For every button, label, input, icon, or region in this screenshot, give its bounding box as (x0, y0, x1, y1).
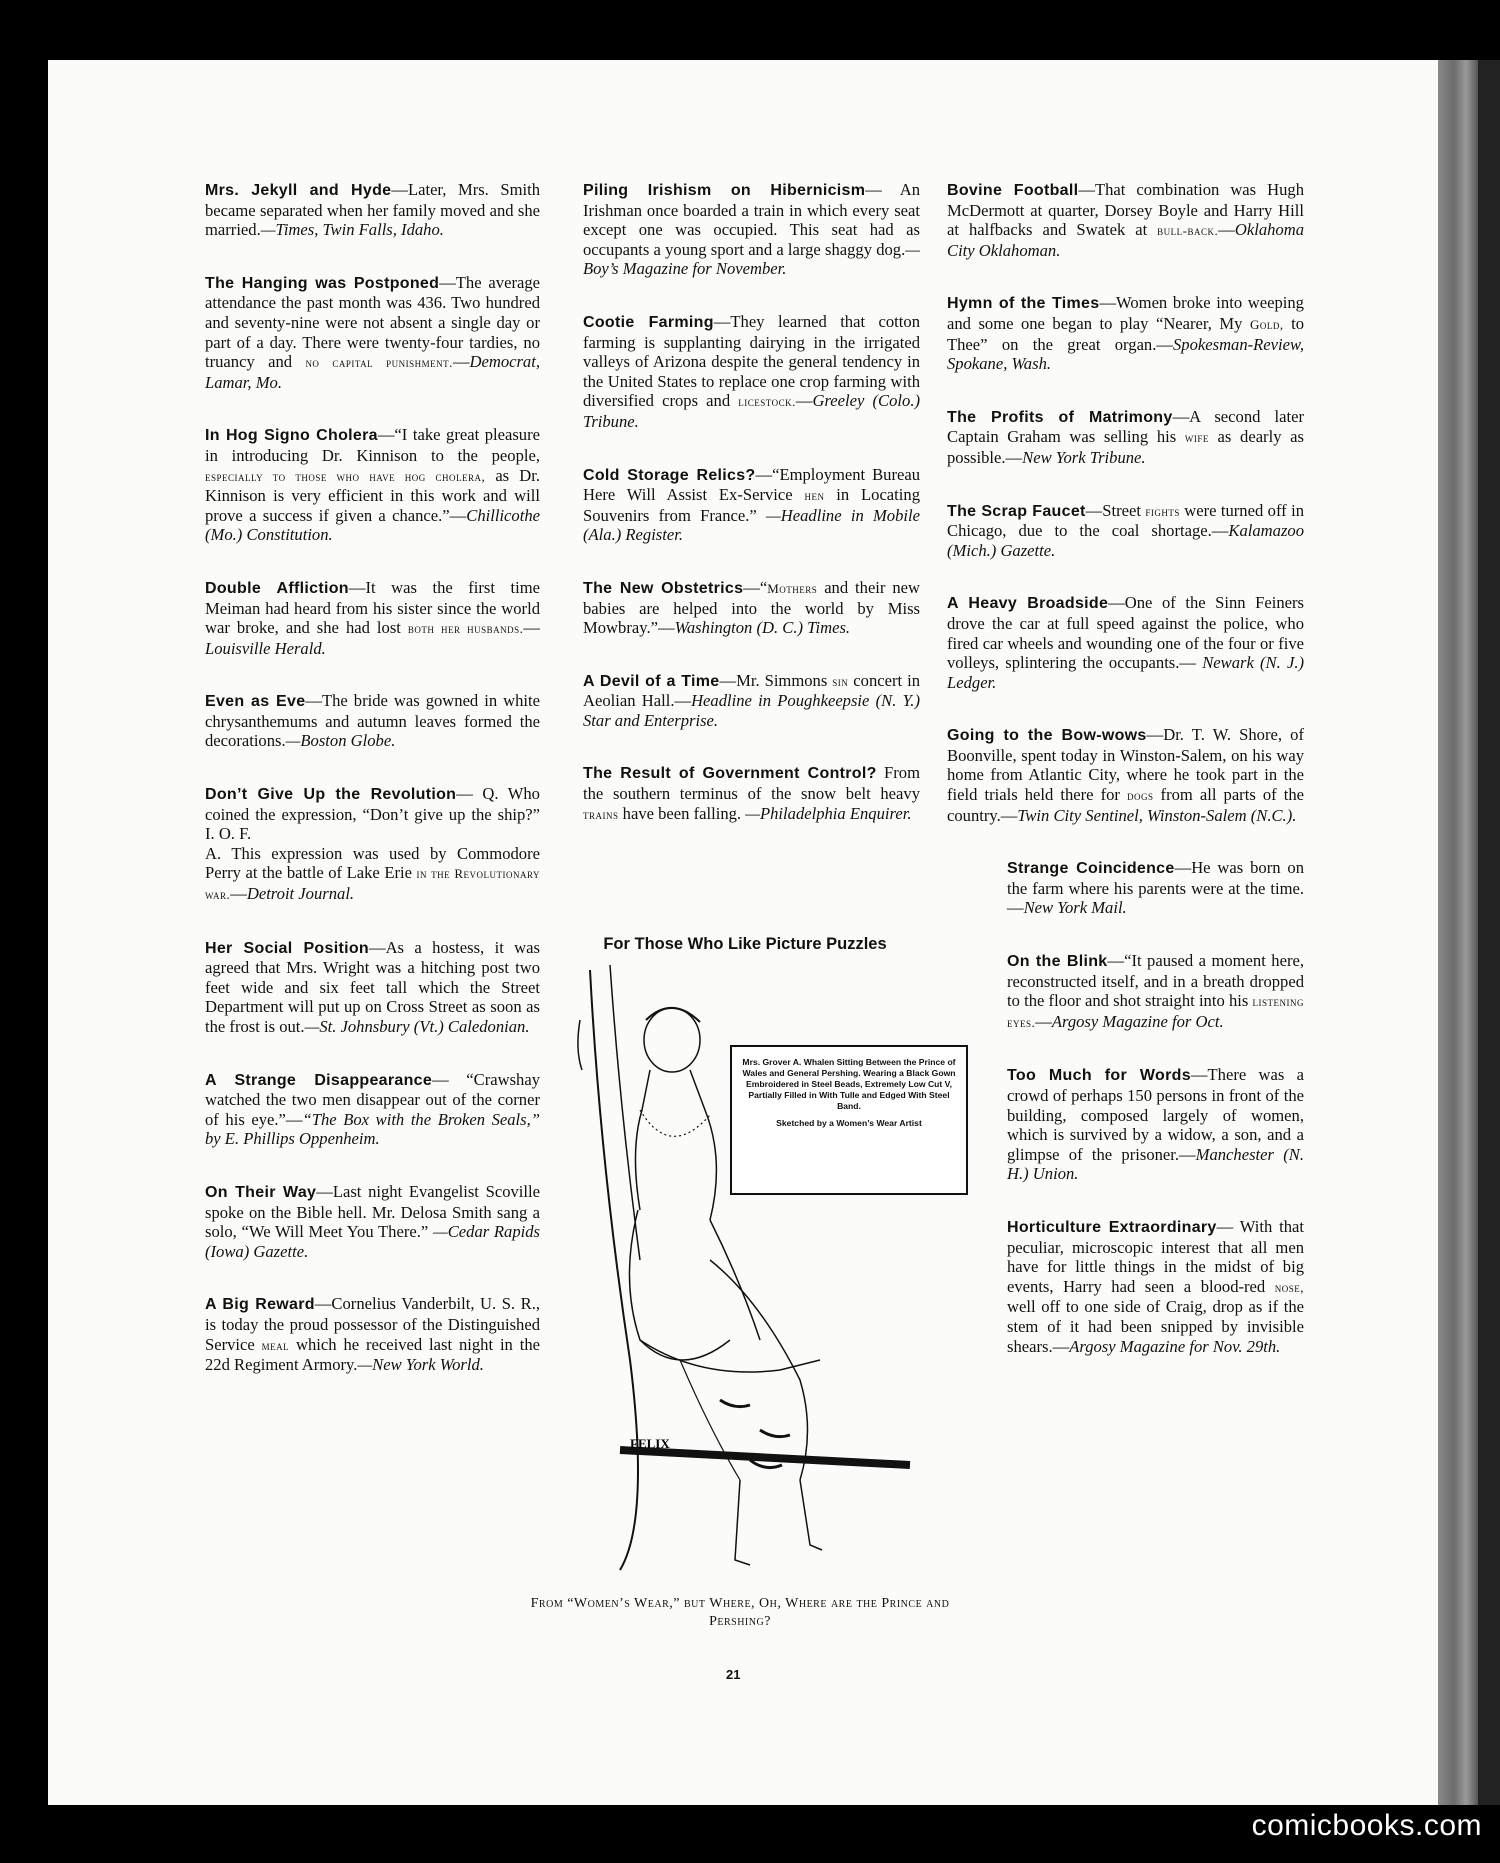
item-smallcaps: trains (583, 806, 619, 822)
article-item (205, 938, 540, 1037)
item-source: Oklahoma City Oklahoman. (947, 220, 1304, 260)
item-source: New York Mail. (1023, 898, 1127, 918)
item-heading: Her Social Position (205, 939, 369, 957)
page-number: 21 (726, 1667, 741, 1682)
item-heading: A Strange Disappearance (205, 1071, 433, 1089)
item-text: —He was born on the farm where his parents were at the time.— (1007, 858, 1304, 918)
item-heading: Don’t Give Up the Revolution (205, 786, 457, 804)
item-text: —Last night Evangelist Scoville spoke on the Bible hell. Mr. Delosa Smith sang a solo, “We Will Meet You There.” (205, 1181, 540, 1242)
item-text-post: — (230, 884, 247, 904)
item-source: —Headline in Mobile (Ala.) Register. (583, 505, 920, 545)
item-smallcaps: Mothers (767, 580, 818, 596)
item-source: New York Tribune. (1022, 447, 1146, 467)
item-heading: On Their Way (205, 1183, 317, 1201)
item-source: Spokesman-Review, Spokane, Wash. (947, 334, 1304, 374)
item-source: Argosy Magazine for Oct. (1051, 1011, 1224, 1031)
item-text: From the southern terminus of the snow belt heavy (583, 763, 920, 804)
item-source: Argosy Magazine for Nov. 29th. (1069, 1336, 1281, 1356)
item-text: —The bride was gowned in white chrysanthemums and autumn leaves formed the decorations. (205, 691, 540, 751)
article-item (947, 593, 1304, 692)
item-text-post: — (1035, 1011, 1052, 1031)
item-text-post: well off to one side of Craig, drop as if the stem of it had been snipped by invisible shears.— (1007, 1297, 1304, 1356)
item-source: —New York World. (357, 1355, 484, 1375)
item-smallcaps: licestock. (738, 394, 796, 410)
article-item (947, 180, 1304, 260)
article-item (205, 578, 540, 658)
item-source: Newark (N. J.) Ledger. (947, 653, 1304, 692)
article-item (583, 578, 920, 638)
item-text: —That combination was Hugh McDermott at quarter, Dorsey Boyle and Harry Hill at halfbacks and Swatek at (947, 180, 1304, 240)
item-text-post: concert in Aeolian Hall.— (583, 670, 921, 711)
item-smallcaps: meal (261, 1337, 290, 1353)
item-heading: Horticulture Extraordinary (1007, 1218, 1217, 1236)
item-heading: Mrs. Jekyll and Hyde (205, 182, 392, 199)
book-page-edges (1438, 60, 1478, 1805)
item-source: Greeley (Colo.) Tribune. (583, 391, 920, 431)
item-text-post: from all parts of the country.— (947, 785, 1304, 825)
item-heading: The Scrap Faucet (947, 502, 1086, 520)
item-smallcaps: wife (1184, 430, 1209, 446)
item-heading: On the Blink (1007, 953, 1108, 971)
item-text: —They learned that cotton farming is supplanting dairying in the irrigated valleys of Arizona despite the general tendency in the United States to replace one crop farming with diversified crops and (583, 311, 920, 411)
item-heading: Going to the Bow-wows (947, 727, 1147, 745)
box-text: Mrs. Grover A. Whalen Sitting Between the Prince of Wales and General Pershing. Wearing a Black Gown Embroidered in Steel Beads, Extremely Low Cut V, Partially Filled in With Tulle and Edged With Steel Band. (742, 1057, 956, 1111)
item-text-post: — (1218, 220, 1235, 240)
column-2 (583, 180, 920, 857)
column-1 (205, 180, 540, 1408)
item-heading: Cootie Farming (583, 313, 714, 331)
item-text-post: — (523, 618, 540, 638)
article-item (947, 1217, 1304, 1356)
item-source: Louisville Herald. (205, 638, 326, 658)
item-text: —Dr. T. W. Shore, of Boonville, spent today in Winston-Salem, on his way home from Atlantic City, where he took part in the field trials held there for (947, 725, 1304, 805)
item-heading: In Hog Signo Cholera (205, 427, 378, 445)
article-item (947, 293, 1304, 373)
item-heading: The Result of Government Control? (583, 765, 877, 783)
item-smallcaps: in the Revolutionary war. (205, 866, 540, 903)
item-heading: A Devil of a Time (583, 672, 720, 690)
item-text-post: as dearly as possible.— (947, 427, 1304, 467)
item-text: —Later, Mrs. Smith became separated when her family moved and she married. (205, 180, 540, 240)
item-text-post: as Dr. Kinnison is very efficient in this work and will prove a success if given a chance.”— (205, 465, 540, 525)
item-heading: The New Obstetrics (583, 579, 744, 597)
item-text-post: and their new babies are helped into the world by Miss Mowbray.”— (583, 577, 920, 638)
article-item (205, 784, 540, 905)
column-3 (947, 180, 1304, 1389)
item-smallcaps: dogs (1126, 788, 1154, 804)
item-text-post: — (452, 352, 470, 372)
item-text: — An Irishman once boarded a train in which every seat except one was occupied. This seat had as occupants a young sport and a large shaggy dog. (583, 180, 920, 259)
article-item (947, 858, 1304, 918)
article-item (583, 763, 920, 824)
article-item (583, 312, 920, 432)
item-smallcaps: Gold, (1249, 316, 1284, 332)
item-source: Democrat, Lamar, Mo. (205, 352, 540, 392)
puzzle-heading: For Those Who Like Picture Puzzles (603, 935, 887, 953)
article-item (583, 671, 920, 731)
item-text: —Mr. Simmons (719, 670, 833, 690)
item-smallcaps: no capital punishment. (305, 355, 453, 371)
article-item (205, 180, 540, 240)
item-source: —Boston Globe. (285, 731, 396, 751)
item-heading: The Profits of Matrimony (947, 408, 1173, 426)
item-source: Headline in Poughkeepsie (N. Y.) Star and Enterprise. (583, 691, 920, 730)
item-source: —Times, Twin Falls, Idaho. (260, 220, 444, 240)
item-text-post: to Thee” on the great organ.— (947, 313, 1305, 354)
item-source: —St. Johnsbury (Vt.) Caledonian. (304, 1017, 530, 1036)
item-text: —The average attendance the past month was 436. Two hundred and seventy-nine were not absent a single day or part of a day. There were twenty-four tardies, no truancy and (205, 272, 540, 372)
item-text: — With that peculiar, microscopic interest that all men have for little things in the midst of big events, Harry had seen a blood-red (1007, 1216, 1304, 1296)
article-item (205, 1294, 540, 1374)
item-heading: Cold Storage Relics? (583, 466, 756, 484)
article-item (205, 1182, 540, 1261)
item-source: “The Box with the Broken Seals,” by E. Phillips Oppenheim. (205, 1109, 540, 1149)
article-item (205, 691, 540, 751)
item-smallcaps: especially to those who have hog cholera, (205, 468, 486, 484)
item-text: —There was a crowd of perhaps 150 persons in front of the building, composed largely of women, which is survived by a widow, a son, and a glimpse of the prisoner.— (1007, 1065, 1304, 1164)
item-heading: Even as Eve (205, 693, 306, 711)
item-text: —Street (1085, 500, 1146, 520)
item-text-post: which he received last night in the 22d Regiment Armory. (205, 1334, 541, 1375)
item-text: —It was the first time Meiman had heard from his sister since the world war broke, and she had lost (205, 577, 540, 638)
item-heading: Piling Irishism on Hibernicism (583, 182, 866, 199)
illustration-caption: From “Women’s Wear,” but Where, Oh, Where are the Prince and Pershing? (530, 1596, 950, 1629)
item-text-post: — (795, 391, 813, 411)
item-smallcaps: nose, (1274, 1279, 1304, 1295)
item-source: —Cedar Rapids (Iowa) Gazette. (205, 1222, 540, 1261)
item-text: — Q. Who coined the expression, “Don’t give up the ship?” I. O. F. (205, 784, 540, 844)
item-text: —“ (743, 577, 768, 597)
item-heading: Hymn of the Times (947, 295, 1100, 313)
box-credit: Sketched by a Women’s Wear Artist (776, 1118, 922, 1128)
item-heading: A Heavy Broadside (947, 595, 1109, 613)
item-source: —Boy’s Magazine for November. (583, 239, 920, 279)
item-text: —“Employment Bureau Here Will Assist Ex-Service (583, 464, 921, 505)
article-item (583, 180, 920, 279)
item-text-2: A. This expression was used by Commodore Perry at the battle of Lake Erie (205, 843, 540, 883)
article-item (205, 1070, 540, 1149)
article-item (583, 465, 920, 545)
article-item (947, 725, 1304, 825)
item-text: —Cornelius Vanderbilt, U. S. R., is today the proud possessor of the Distinguished Service (205, 1294, 540, 1354)
item-source: Kalamazoo (Mich.) Gazette. (947, 521, 1304, 560)
item-smallcaps: both her husbands. (407, 621, 524, 637)
item-heading: Bovine Football (947, 182, 1079, 199)
article-item (947, 407, 1304, 468)
article-item (947, 951, 1304, 1032)
article-item (205, 425, 540, 545)
item-source: Chillicothe (Mo.) Constitution. (205, 505, 540, 545)
item-heading: Too Much for Words (1007, 1067, 1191, 1085)
item-text-post: in Locating Souvenirs from France.” (583, 485, 920, 525)
book-edge-shadow (1478, 60, 1500, 1805)
item-heading: A Big Reward (205, 1296, 315, 1314)
item-text-post: were turned off in Chicago, due to the coal shortage.— (947, 500, 1304, 541)
item-text-post: have been falling. (618, 803, 746, 823)
item-heading: Strange Coincidence (1007, 860, 1175, 878)
item-text: —“It paused a moment here, reconstructed itself, and in a breath dropped to the floor and shot straight into his (1007, 951, 1305, 1011)
item-source: —Philadelphia Enquirer. (745, 803, 912, 823)
item-text: —One of the Sinn Feiners drove the car at full speed against the police, who fired car wheels and wounding one of the four or five volleys, splintering the occupants.— (947, 593, 1304, 673)
item-heading: Double Affliction (205, 579, 349, 597)
item-text: —A second later Captain Graham was selling his (947, 406, 1305, 447)
watermark: comicbooks.com (1251, 1809, 1482, 1842)
item-smallcaps: bull-back. (1157, 223, 1219, 239)
item-text: — “Crawshay watched the two men disappear out of the corner of his eye.”— (205, 1069, 540, 1129)
item-source: Detroit Journal. (246, 884, 355, 904)
item-text: —As a hostess, it was agreed that Mrs. Wright was a hitching post two feet wide and six feet tall which the Street Department will put up on Cross Street as soon as the frost is out. (205, 937, 540, 1036)
illustration-caption-box (730, 1045, 968, 1195)
item-source: Twin City Sentinel, Winston-Salem (N.C.). (1017, 805, 1297, 825)
item-smallcaps: hen (804, 488, 825, 504)
item-smallcaps: listening eyes. (1007, 994, 1304, 1030)
item-source: Manchester (N. H.) Union. (1007, 1144, 1304, 1184)
item-text: —“I take great pleasure in introducing Dr. Kinnison to the people, (205, 425, 540, 465)
artist-signature: FELIX (630, 1436, 670, 1451)
article-item (947, 1065, 1304, 1184)
item-smallcaps: fights (1145, 503, 1180, 519)
article-item (205, 273, 540, 393)
item-heading: The Hanging was Postponed (205, 274, 440, 292)
item-source: Washington (D. C.) Times. (674, 618, 851, 638)
item-smallcaps: sin (832, 673, 849, 689)
article-item (947, 501, 1304, 561)
item-text: —Women broke into weeping and some one began to play “Nearer, My (947, 293, 1304, 333)
